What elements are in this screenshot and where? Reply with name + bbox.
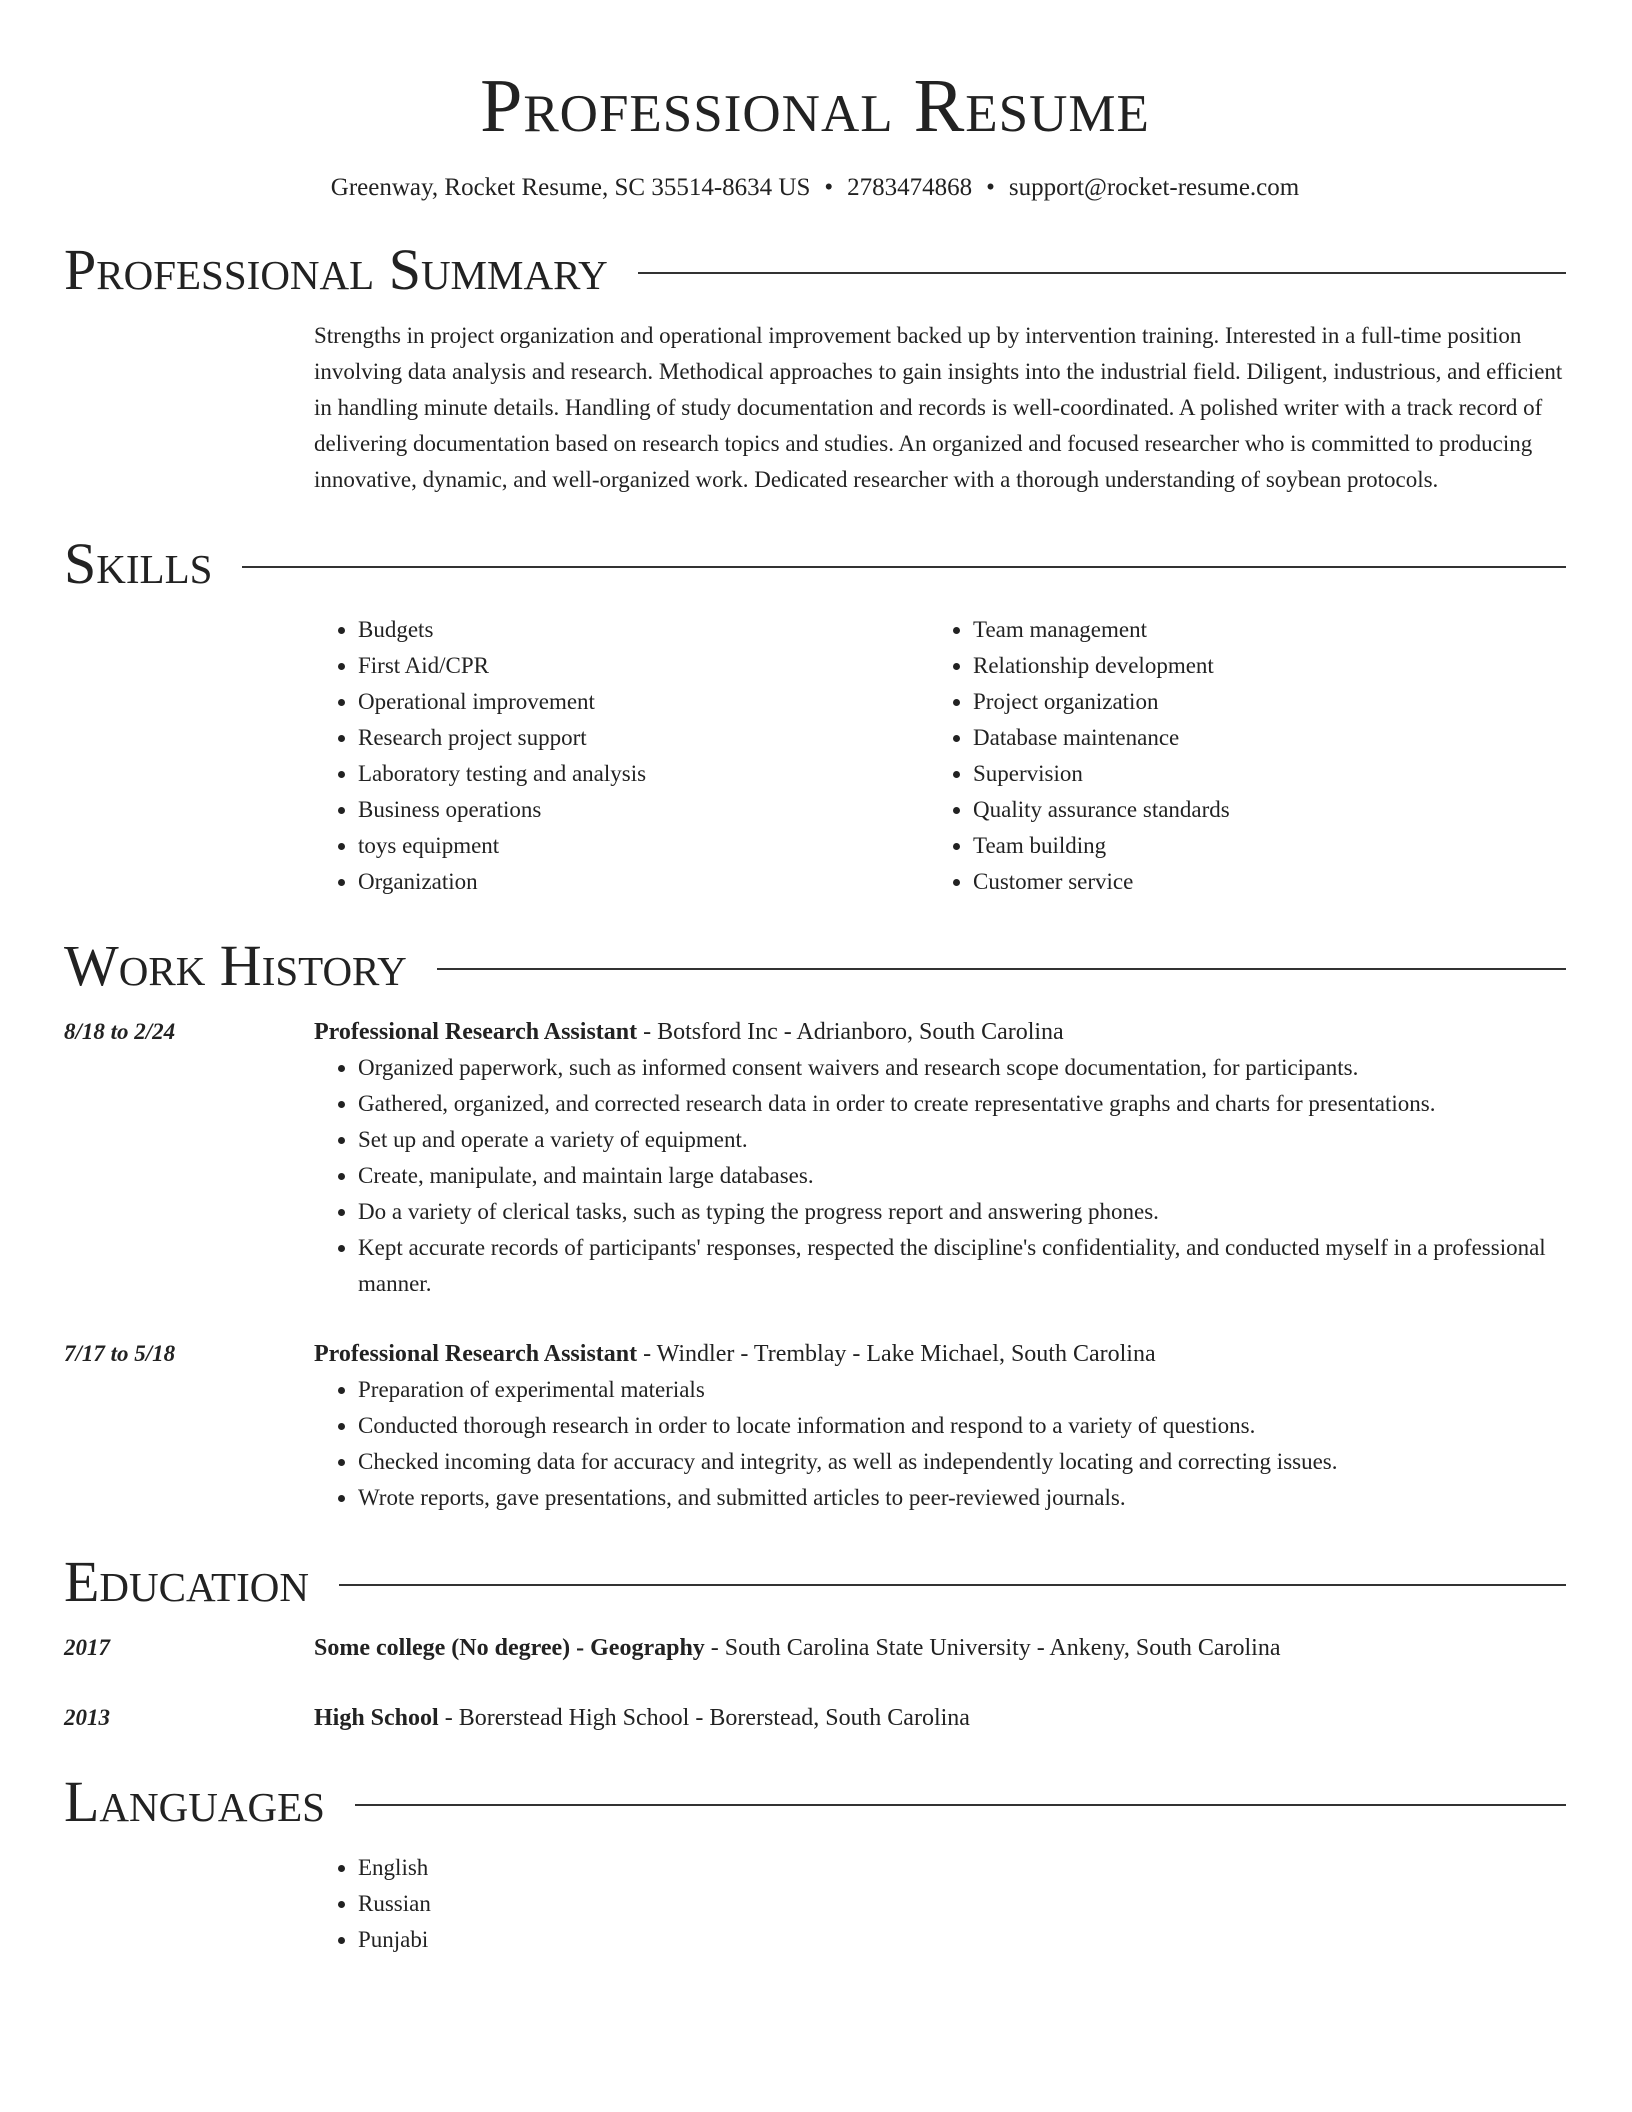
language-item: • Russian: [358, 1886, 1566, 1922]
skill-item: • Database maintenance: [973, 720, 1544, 756]
summary-text: Strengths in project organization and operational improvement backed up by intervention training. Interested in a full-time position involving data analysis and research. Methodical approaches to gain insights into the industrial field. Diligent, industrious, and efficient in handling minute details. Handling of study documentation and records is well-coordinated. A polished writer with a track record of delivering documentation based on research topics and studies. An organized and focused researcher who is committed to producing innovative, dynamic, and well-organized work. Dedicated researcher with a thorough understanding of soybean protocols.: [314, 323, 1563, 492]
job-bullet: • Do a variety of clerical tasks, such as typing the progress report and answering phones.: [358, 1194, 1566, 1230]
job-bullet: • Organized paperwork, such as informed consent waivers and research scope documentation, for participants.: [358, 1050, 1566, 1086]
job-role: Professional Research Assistant: [314, 1341, 638, 1367]
work-section-header: [64, 934, 1566, 998]
resume-title: Professional Resume: [480, 64, 1150, 148]
job-role: Professional Research Assistant: [314, 1019, 638, 1045]
job-bullet: • Set up and operate a variety of equipment.: [358, 1122, 1566, 1158]
job-bullet: • Gathered, organized, and corrected research data in order to create representative graphs and charts for presentations.: [358, 1086, 1566, 1122]
skill-item: • Supervision: [973, 756, 1544, 792]
job-title-line: [314, 1336, 1566, 1372]
skill-item: • Team management: [973, 612, 1544, 648]
education-body: [314, 1630, 1566, 1666]
languages-section-header: [64, 1770, 1566, 1834]
job-entry: [64, 1014, 1566, 1302]
job-bullet: • Checked incoming data for accuracy and integrity, as well as independently locating and correcting issues.: [358, 1444, 1566, 1480]
resume-page: [64, 0, 1566, 1958]
contact-phone: 2783474868: [847, 174, 973, 201]
work-heading: Work History: [64, 933, 407, 998]
skill-item: • Business operations: [358, 792, 929, 828]
education-year: 2013: [64, 1705, 110, 1730]
skill-item: • Organization: [358, 864, 929, 900]
section-divider: [339, 1584, 1566, 1586]
skill-item: • Operational improvement: [358, 684, 929, 720]
education-section-header: [64, 1550, 1566, 1614]
job-bullet: • Kept accurate records of participants' responses, respected the discipline's confidentiality, and conducted myself in a professional manner.: [358, 1230, 1566, 1302]
education-entry: [64, 1700, 1566, 1736]
skill-item: • Budgets: [358, 612, 929, 648]
contact-address: Greenway, Rocket Resume, SC 35514-8634 US: [330, 174, 811, 201]
education-school: - South Carolina State University - Ankeny, South Carolina: [704, 1635, 1281, 1661]
education-school: - Borerstead High School - Borerstead, South Carolina: [438, 1705, 970, 1731]
education-year: 2017: [64, 1635, 110, 1660]
job-employer: - Windler - Tremblay - Lake Michael, South Carolina: [637, 1341, 1156, 1367]
job-bullet: • Create, manipulate, and maintain large databases.: [358, 1158, 1566, 1194]
skills-column-right: [929, 612, 1544, 900]
skills-column-left: [314, 612, 929, 900]
job-bullets: [314, 1372, 1566, 1516]
contact-line: [64, 172, 1566, 204]
section-divider: [437, 968, 1566, 970]
job-entry: [64, 1336, 1566, 1516]
job-bullet: • Conducted thorough research in order to locate information and respond to a variety of questions.: [358, 1408, 1566, 1444]
contact-email: support@rocket-resume.com: [1008, 174, 1300, 201]
skill-item: • Laboratory testing and analysis: [358, 756, 929, 792]
job-bullets: [314, 1050, 1566, 1302]
job-body: [314, 1014, 1566, 1302]
job-bullet: • Wrote reports, gave presentations, and submitted articles to peer-reviewed journals.: [358, 1480, 1566, 1516]
languages-heading: Languages: [64, 1769, 325, 1834]
education-entry: [64, 1630, 1566, 1666]
section-divider: [638, 272, 1566, 274]
skill-item: • Quality assurance standards: [973, 792, 1544, 828]
skill-item: • Customer service: [973, 864, 1544, 900]
skill-item: • Team building: [973, 828, 1544, 864]
education-degree: High School: [314, 1705, 439, 1731]
skills-heading: Skills: [64, 531, 213, 596]
section-divider: [242, 566, 1566, 568]
job-dates: 8/18 to 2/24: [64, 1019, 176, 1044]
job-body: [314, 1336, 1566, 1516]
language-item: • English: [358, 1850, 1566, 1886]
language-item: • Punjabi: [358, 1922, 1566, 1958]
contact-separator: •: [824, 174, 834, 201]
education-heading: Education: [64, 1549, 309, 1614]
skill-item: • Research project support: [358, 720, 929, 756]
skills-grid: [314, 612, 1566, 900]
job-employer: - Botsford Inc - Adrianboro, South Carolina: [637, 1019, 1064, 1045]
section-divider: [355, 1804, 1566, 1806]
languages-list: [314, 1850, 1566, 1958]
skill-item: • First Aid/CPR: [358, 648, 929, 684]
summary-heading: Professional Summary: [64, 237, 608, 302]
skill-item: • Project organization: [973, 684, 1544, 720]
contact-separator: •: [986, 174, 995, 201]
skill-item: • toys equipment: [358, 828, 929, 864]
summary-section-header: [64, 238, 1566, 302]
job-bullet: • Preparation of experimental materials: [358, 1372, 1566, 1408]
education-degree: Some college (No degree) - Geography: [314, 1635, 705, 1661]
job-dates: 7/17 to 5/18: [64, 1341, 176, 1366]
skills-section-header: [64, 532, 1566, 596]
skill-item: • Relationship development: [973, 648, 1544, 684]
job-title-line: [314, 1014, 1566, 1050]
education-body: [314, 1700, 1566, 1736]
